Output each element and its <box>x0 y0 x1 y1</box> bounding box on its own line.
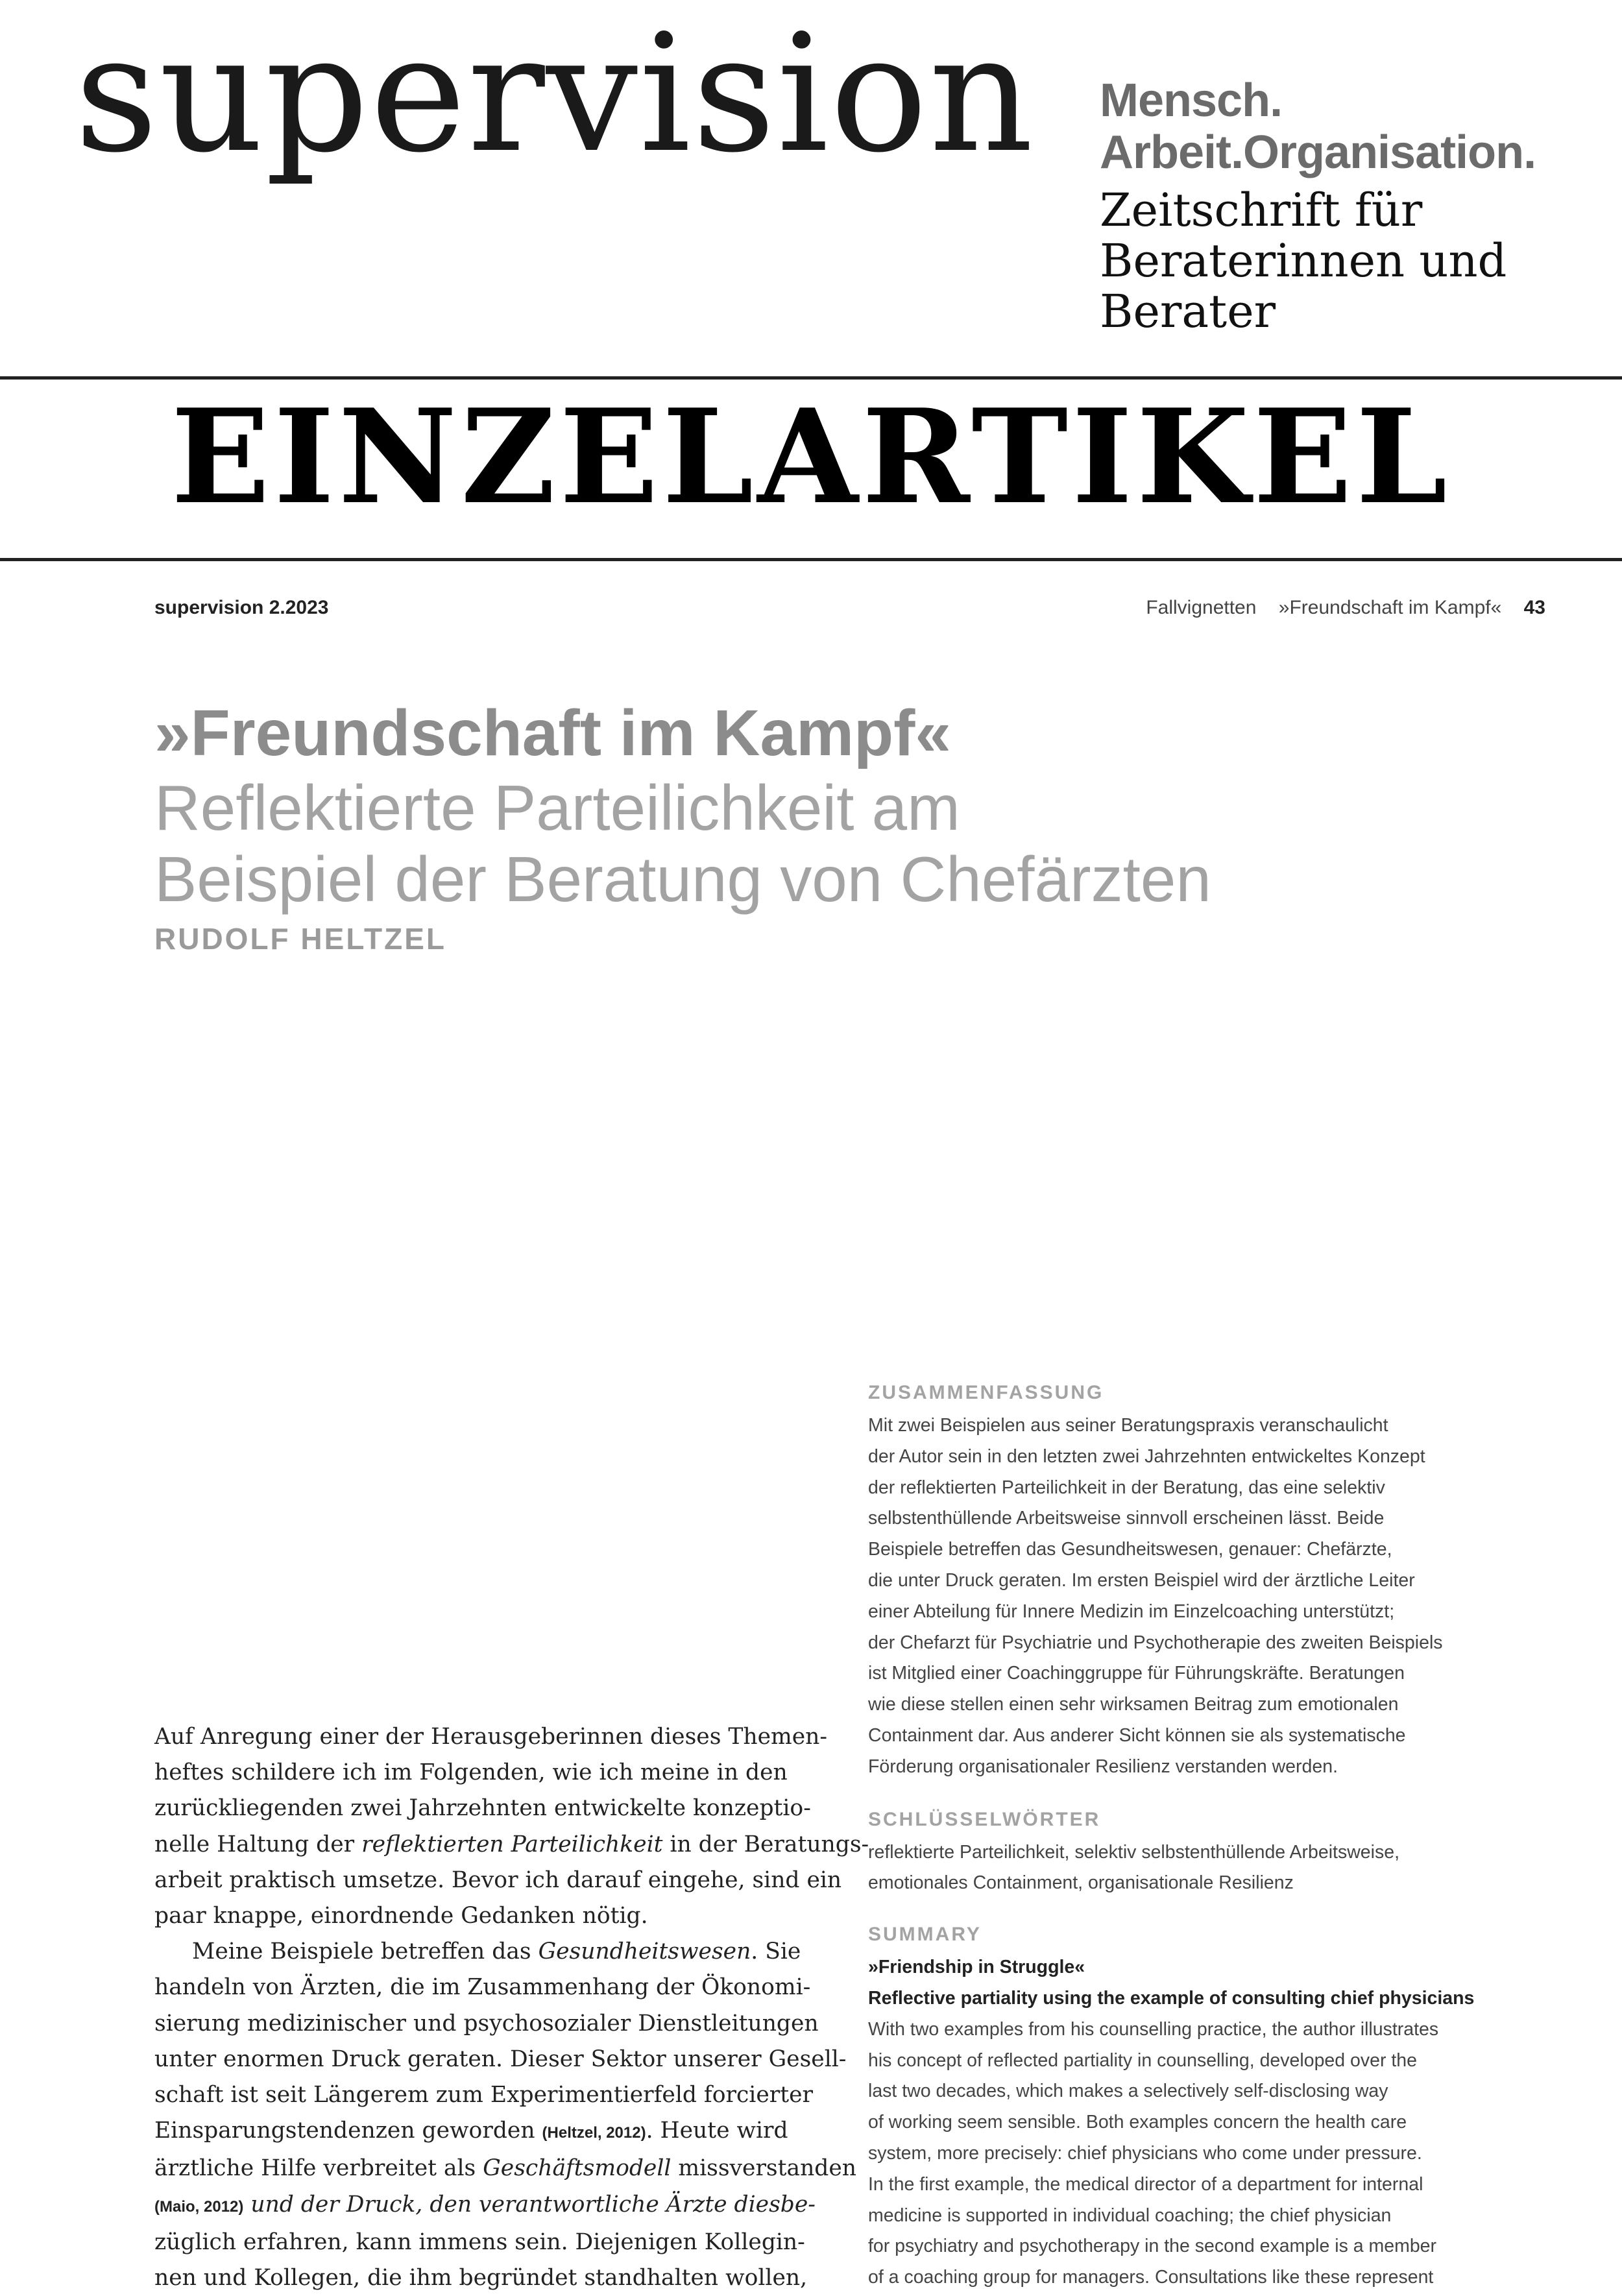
abstract-heading: ZUSAMMENFASSUNG <box>868 1382 1104 1403</box>
abstract-column <box>868 1382 1556 2293</box>
abstract-line: wie diese stellen einen sehr wirksamen Beitrag zum emotionalen <box>868 1694 1399 1715</box>
text-run: missverstanden <box>671 2155 857 2182</box>
running-head-section: Fallvignetten <box>1146 597 1257 618</box>
abstract-line: die unter Druck geraten. Im ersten Beispiel wird der ärztliche Leiter <box>868 1569 1415 1591</box>
keywords-line: reflektierte Parteilichkeit, selektiv selbstenthüllende Arbeitsweise, <box>868 1841 1399 1863</box>
summary-title-line: »Friendship in Struggle« <box>868 1957 1085 1978</box>
body-column <box>154 1719 869 2296</box>
body-line: heftes schildere ich im Folgenden, wie ich meine in den <box>154 1759 788 1786</box>
article-subtitle-line: Reflektierte Parteilichkeit am <box>154 772 960 843</box>
running-head-issue: supervision 2.2023 <box>154 597 329 618</box>
abstract-line: Förderung organisationaler Resilienz verstanden werden. <box>868 1756 1338 1777</box>
masthead-tagline <box>1100 75 1536 178</box>
article-subtitle <box>154 772 1211 915</box>
citation: (Maio, 2012) <box>154 2197 244 2216</box>
body-line <box>154 2151 857 2186</box>
text-run: Einsparungstendenzen geworden <box>154 2118 542 2144</box>
top-divider <box>0 376 1622 380</box>
subtitle-line: Zeitschrift für <box>1100 184 1423 237</box>
abstract-line: Mit zwei Beispielen aus seiner Beratungspraxis veranschaulicht <box>868 1415 1388 1436</box>
summary-text <box>868 2014 1556 2293</box>
subtitle-line: Beraterinnen und <box>1100 234 1507 287</box>
body-line <box>154 1934 830 1970</box>
masthead-subtitle <box>1100 185 1507 337</box>
keywords-heading: SCHLÜSSELWÖRTER <box>868 1808 1101 1830</box>
emphasis: reflektierten Parteilichkeit <box>361 1831 663 1857</box>
tagline-line: Mensch. <box>1100 75 1283 127</box>
text-run: Meine Beispiele betreffen das <box>192 1939 539 1965</box>
abstract-line: Containment dar. Aus anderer Sicht können sie als systematische <box>868 1724 1406 1746</box>
summary-line: for psychiatry and psychotherapy in the second example is a member <box>868 2236 1437 2257</box>
abstract-line: einer Abteilung für Innere Medizin im Einzelcoaching unterstützt; <box>868 1601 1395 1622</box>
banner-heading: EINZELARTIKEL <box>171 381 1451 533</box>
body-line: Auf Anregung einer der Herausgeberinnen dieses Themen- <box>154 1724 828 1750</box>
body-line <box>154 2187 830 2225</box>
emphasis: Geschäftsmodell <box>483 2155 672 2182</box>
body-line: handeln von Ärzten, die im Zusammenhang der Ökonomi- <box>154 1974 811 2001</box>
body-line: sierung medizinischer und psychosozialer Dienstleitungen <box>154 2010 819 2036</box>
summary-line: his concept of reflected partiality in counselling, developed over the <box>868 2049 1418 2071</box>
abstract-line: der reflektierten Parteilichkeit in der Beratung, das eine selektiv <box>868 1477 1385 1498</box>
summary-line: system, more precisely: chief physicians who come under pressure. <box>868 2142 1422 2164</box>
article-title: »Freundschaft im Kampf« <box>154 697 952 769</box>
text-run: . Sie <box>751 1939 801 1965</box>
brand-logo: supervision <box>75 0 1035 188</box>
body-line: züglich erfahren, kann immens sein. Diejenigen Kollegin- <box>154 2229 805 2255</box>
text-run: in der Beratungs- <box>662 1831 869 1857</box>
subtitle-line: Berater <box>1100 285 1276 338</box>
article-author: RUDOLF HELTZEL <box>154 922 446 956</box>
body-paragraph <box>154 1719 869 1934</box>
text-run: ärztliche Hilfe verbreitet als <box>154 2155 483 2182</box>
abstract-line: der Chefarzt für Psychiatrie und Psychotherapie des zweiten Beispiels <box>868 1632 1443 1653</box>
summary-title <box>868 1952 1556 2014</box>
summary-line: In the first example, the medical director of a department for internal <box>868 2173 1423 2195</box>
page-number: 43 <box>1523 597 1545 618</box>
summary-line: With two examples from his counselling practice, the author illustrates <box>868 2018 1439 2040</box>
citation: (Heltzel, 2012) <box>542 2124 646 2142</box>
summary-line: last two decades, which makes a selectively self-disclosing way <box>868 2081 1388 2102</box>
abstract-line: Beispiele betreffen das Gesundheitswesen, genauer: Chefärzte, <box>868 1539 1392 1560</box>
running-head-title: »Freundschaft im Kampf« <box>1278 597 1502 618</box>
abstract-line: ist Mitglied einer Coachinggruppe für Führungskräfte. Beratungen <box>868 1663 1405 1684</box>
body-line: zurückliegenden zwei Jahrzehnten entwickelte konzeptio- <box>154 1795 811 1822</box>
emphasis: Gesundheitswesen <box>538 1939 751 1965</box>
body-line: arbeit praktisch umsetze. Bevor ich darauf eingehe, sind ein <box>154 1867 842 1893</box>
summary-heading: SUMMARY <box>868 1924 982 1946</box>
body-line <box>154 2113 830 2151</box>
text-run: nelle Haltung der <box>154 1831 362 1857</box>
body-line: unter enormen Druck geraten. Dieser Sektor unserer Gesell- <box>154 2046 847 2072</box>
summary-line: of a coaching group for managers. Consultations like these represent <box>868 2267 1434 2288</box>
summary-line: medicine is supported in individual coaching; the chief physician <box>868 2205 1392 2226</box>
article-subtitle-line: Beispiel der Beratung von Chefärzten <box>154 843 1211 915</box>
body-line: schaft ist seit Längerem zum Experimentierfeld forcierter <box>154 2082 814 2109</box>
tagline-line: Arbeit.Organisation. <box>1100 127 1536 178</box>
abstract-line: der Autor sein in den letzten zwei Jahrzehnten entwickeltes Konzept <box>868 1445 1425 1467</box>
summary-title-line: Reflective partiality using the example of consulting chief physicians <box>868 1987 1475 2009</box>
abstract-de-text <box>868 1410 1556 1783</box>
text-run: . Heute wird <box>646 2118 788 2144</box>
body-line <box>154 1827 869 1863</box>
body-paragraph <box>154 1934 857 2296</box>
abstract-line: selbstenthüllende Arbeitsweise sinnvoll erscheinen lässt. Beide <box>868 1508 1385 1529</box>
keywords-text <box>868 1837 1556 1900</box>
running-head-right <box>1129 597 1545 619</box>
body-line: nen und Kollegen, die ihm begründet standhalten wollen, <box>154 2265 808 2291</box>
bottom-divider <box>0 558 1622 561</box>
body-line: paar knappe, einordnende Gedanken nötig. <box>154 1903 648 1929</box>
summary-line: of working seem sensible. Both examples concern the health care <box>868 2112 1407 2133</box>
emphasis: und der Druck, den verantwortliche Ärzte diesbe- <box>243 2191 816 2217</box>
keywords-line: emotionales Containment, organisationale Resilienz <box>868 1872 1294 1894</box>
